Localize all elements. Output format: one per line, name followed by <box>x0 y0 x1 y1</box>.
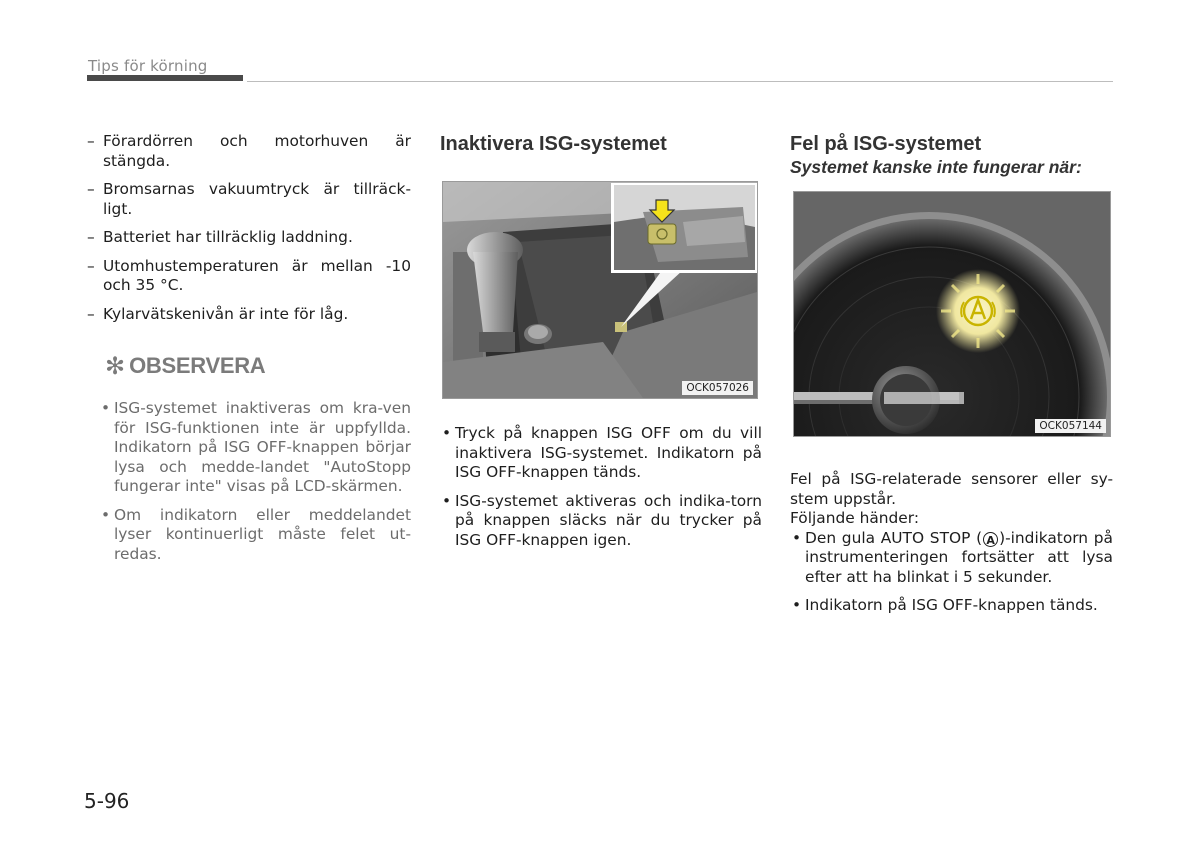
figure-code: OCK057026 <box>682 381 753 395</box>
following-happens: Följande händer: <box>790 509 920 527</box>
list-item <box>790 529 1113 588</box>
header-bar <box>87 75 243 81</box>
conditions-list <box>87 132 411 324</box>
figure-code: OCK057144 <box>1035 419 1106 433</box>
list-item <box>87 305 411 325</box>
auto-stop-icon: A <box>983 532 998 547</box>
deactivate-list <box>440 424 762 550</box>
dash-marker: – <box>87 132 95 150</box>
dash-marker: – <box>87 180 95 198</box>
list-item-text-end: )-indikatorn på instrumenteringen fortsätter att lysa efter att ha blinkat i 5 sekunder. <box>805 528 1113 586</box>
malfunction-paragraph: Fel på ISG-relaterade sensorer eller sy-stem uppstår. <box>790 470 1113 508</box>
observe-list <box>99 399 411 564</box>
list-item-text: Förardörren och motorhuven är stängda. <box>103 132 411 170</box>
gear-console-illustration <box>443 182 757 398</box>
section-title: Inaktivera ISG-systemet <box>440 133 667 155</box>
list-item-text: Tryck på knappen ISG OFF om du vill inaktivera ISG-systemet. Indikatorn på ISG OFF-knappen tänds. <box>455 424 762 481</box>
section-title: Fel på ISG-systemet <box>790 133 982 155</box>
dash-marker: – <box>87 228 95 246</box>
bullet-marker: • <box>442 424 452 442</box>
list-item-text: Indikatorn på ISG OFF-knappen tänds. <box>805 596 1098 614</box>
list-item <box>99 399 411 497</box>
list-item <box>87 132 411 171</box>
column-right <box>790 132 1113 625</box>
list-item-text: Om indikatorn eller meddelandet lyser kontinuerligt måste felet ut-redas. <box>114 505 411 563</box>
dash-marker: – <box>87 304 95 323</box>
list-item <box>87 228 411 248</box>
list-item <box>790 596 1113 616</box>
page-number: 5-96 <box>84 789 130 813</box>
column-middle <box>440 132 762 559</box>
bullet-marker: • <box>792 528 802 547</box>
list-item-text: ISG-systemet inaktiveras om kra-ven för ISG-funktionen inte är uppfyllda. Indikatorn på ISG OFF-knappen börjar lysa och medde-landet "AutoStopp fungerar inte" visas på LCD-skärmen. <box>114 399 411 495</box>
list-item-text-start: Den gula AUTO STOP ( <box>805 528 983 547</box>
header-title: Tips för körning <box>88 57 208 75</box>
list-item-text: Utomhustemperaturen är mellan -10 och 35 °C. <box>103 256 411 294</box>
asterisk-icon: ✻ <box>105 352 126 380</box>
bullet-marker: • <box>442 491 452 510</box>
bullet-marker: • <box>101 505 111 524</box>
list-item <box>440 492 762 551</box>
list-item <box>440 424 762 483</box>
list-item-text: Bromsarnas vakuumtryck är tillräck-ligt. <box>103 180 411 218</box>
header-rule <box>247 81 1113 82</box>
malfunction-list <box>790 529 1113 616</box>
list-item <box>87 180 411 219</box>
observe-title: OBSERVERA <box>129 353 266 379</box>
dash-marker: – <box>87 256 95 275</box>
list-item-text <box>805 529 1113 586</box>
list-item-text: Batteriet har tillräcklig laddning. <box>103 228 353 246</box>
bullet-marker: • <box>792 596 802 614</box>
bullet-marker: • <box>101 399 111 417</box>
list-item <box>87 257 411 296</box>
figure-auto-stop-gauge <box>793 191 1111 437</box>
list-item-text: Kylarvätskenivån är inte för låg. <box>103 304 349 323</box>
auto-stop-gauge-illustration <box>794 192 1110 436</box>
observe-heading <box>105 354 411 378</box>
column-left <box>87 132 411 573</box>
list-item <box>99 506 411 565</box>
section-subtitle: Systemet kanske inte fungerar när: <box>790 157 1082 177</box>
figure-gear-console <box>442 181 758 399</box>
list-item-text: ISG-systemet aktiveras och indika-torn på knappen släcks när du trycker på ISG OFF-knappen igen. <box>455 491 762 549</box>
